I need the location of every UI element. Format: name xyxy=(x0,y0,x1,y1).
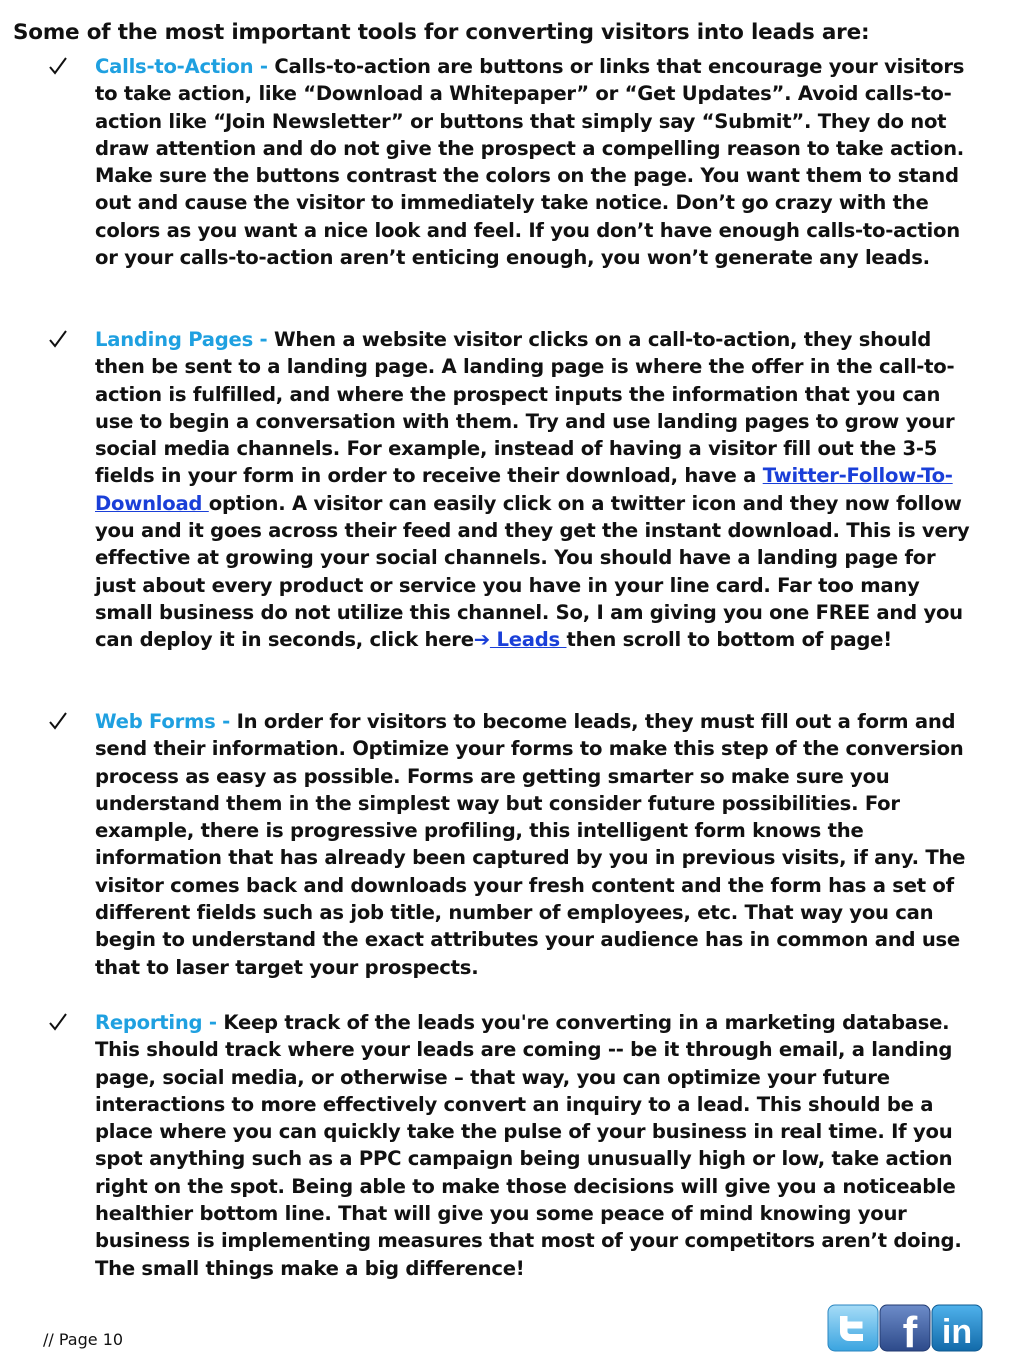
checkmark-icon xyxy=(49,1012,71,1036)
item-term: Calls-to-Action - xyxy=(95,55,275,78)
item-text: Keep track of the leads you're converting in a marketing database. This should track where your leads are coming -- be it through email, a landing page, social media, or otherwise – that way, you can optimize your future interactions to more effectively convert an inquiry to a lead. This should be a place where you can quickly take the pulse of your business in real time. If you spot anything such as a PPC campaign being unusually high or low, take action right on the spot. Being able to make those decisions will give you a noticeable healthier bottom line. That will give you some peace of mind knowing your business is implementing measures that most of your competitors aren’t doing. The small things make a big difference! xyxy=(95,1011,962,1280)
item-text: When a website visitor clicks on a call-to-action, they should then be sent to a landing page. A landing page is where the offer in the call-to-action is fulfilled, and where the prospect inputs the information that you can use to begin a conversation with them. Try and use landing pages to grow your social media channels. For example, instead of having a visitor fill out the 3-5 fields in your form in order to receive their download, have a xyxy=(95,328,955,488)
facebook-glyph: f xyxy=(902,1308,918,1352)
linkedin-icon[interactable] xyxy=(931,1304,983,1352)
checkmark-icon xyxy=(49,711,71,735)
checkmark-icon xyxy=(49,329,71,353)
item-text: In order for visitors to become leads, they must fill out a form and send their information. Optimize your forms to make this step of the conversion process as easy as possible. Forms are getting smarter so make sure you understand them in the simplest way but consider future possibilities. For example, there is progressive profiling, this intelligent form knows the information that has already been captured by you in previous visits, if any. The visitor comes back and downloads your fresh content and the form has a set of different fields such as job title, number of employees, etc. That way you can begin to understand the exact attributes your audience has in common and use that to laser target your prospects. xyxy=(95,710,966,979)
page-heading: Some of the most important tools for converting visitors into leads are: xyxy=(13,20,870,45)
arrow-right-icon: ➔ xyxy=(473,628,490,652)
item-term: Landing Pages - xyxy=(95,328,275,351)
item-paragraph xyxy=(95,53,975,271)
twitter-icon[interactable] xyxy=(827,1304,879,1352)
item-paragraph xyxy=(95,1009,975,1282)
linkedin-glyph: in xyxy=(941,1313,973,1351)
item-term: Reporting - xyxy=(95,1011,224,1034)
item-text: Calls-to-action are buttons or links that encourage your visitors to take action, like “Download a Whitepaper” or “Get Updates”. Avoid calls-to-action like “Join Newsletter” or buttons that simply say “Submit”. They do not draw attention and do not give the prospect a compelling reason to take action. Make sure the buttons contrast the colors on the page. You want them to stand out and cause the visitor to immediately take notice. Don’t go crazy with the colors as you want a nice look and feel. If you don’t have enough calls-to-action or your calls-to-action aren’t enticing enough, you won’t generate any leads. xyxy=(95,55,965,270)
item-term: Web Forms - xyxy=(95,710,237,733)
twitter-follow-to-download-link[interactable]: Twitter-Follow-To-Download xyxy=(95,464,953,515)
item-paragraph xyxy=(95,708,975,981)
item-text: then scroll to bottom of page! xyxy=(566,628,892,652)
page-number: // Page 10 xyxy=(43,1330,124,1349)
facebook-icon[interactable] xyxy=(879,1304,931,1352)
item-paragraph xyxy=(95,326,975,654)
item-text: option. A visitor can easily click on a twitter icon and they now follow you and it goes across their feed and they get the instant download. This is very effective at growing your social channels. You should have a landing page for just about every product or service you have in your line card. Far too many small business do not utilize this channel. So, I am giving you one FREE and you can deploy it in seconds, click here xyxy=(95,491,970,652)
leads-link[interactable]: Leads xyxy=(489,628,567,652)
checkmark-icon xyxy=(49,56,71,80)
